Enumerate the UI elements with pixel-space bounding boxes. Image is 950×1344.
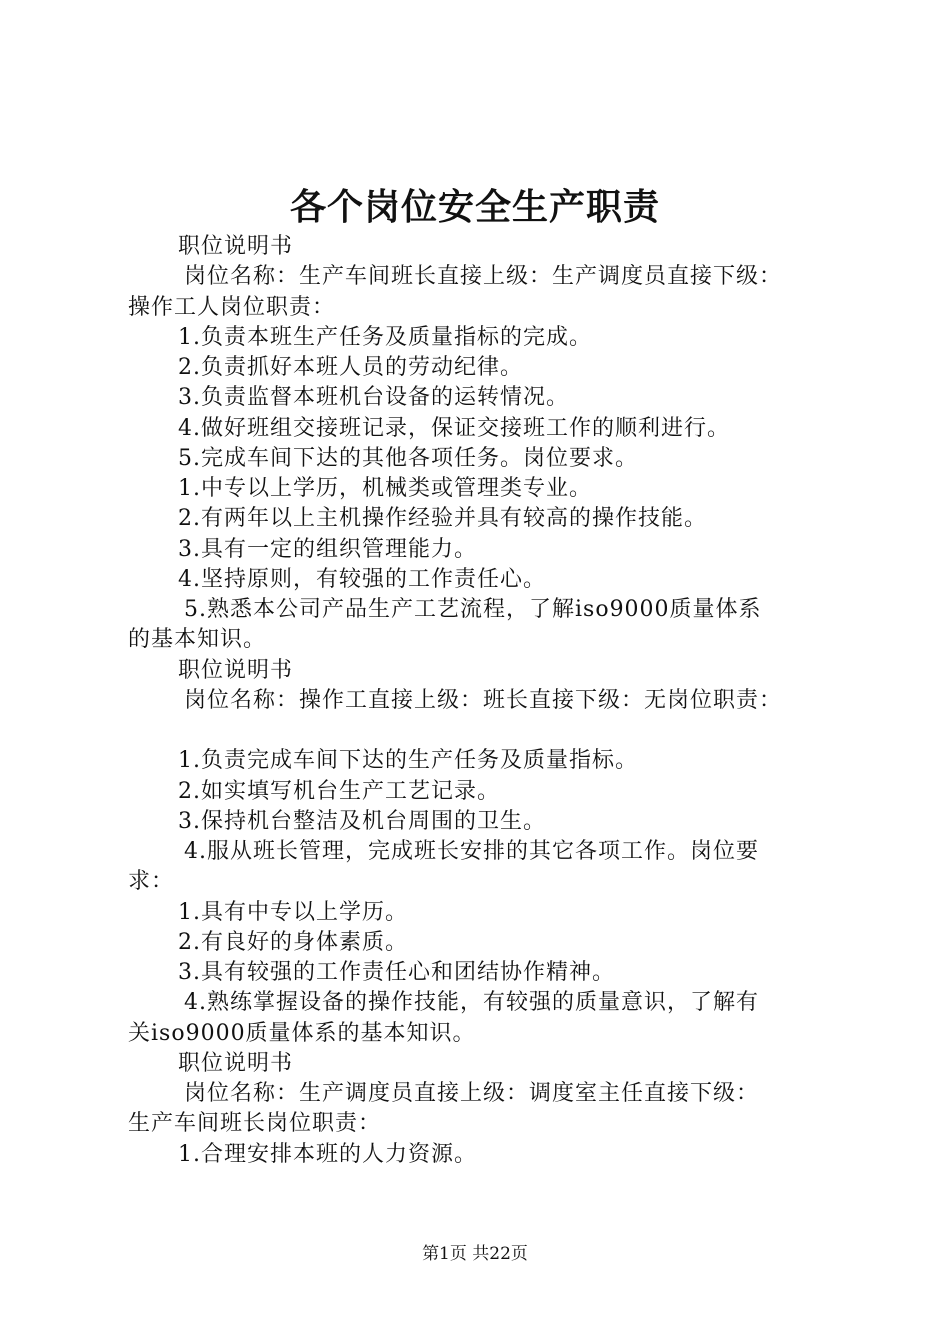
requirement-item: 3.具有较强的工作责任心和团结协作精神。: [178, 960, 615, 985]
requirement-item: 4.熟练掌握设备的操作技能，有较强的质量意识，了解有: [184, 990, 759, 1016]
requirement-item: 4.坚持原则，有较强的工作责任心。: [178, 566, 546, 592]
requirement-item: 1.具有中专以上学历。: [178, 899, 408, 925]
position-info-line-continued: 生产车间班长岗位职责：: [128, 1111, 382, 1137]
duty-item: 3.负责监督本班机台设备的运转情况。: [178, 385, 569, 411]
duty-item: 1.负责完成车间下达的生产任务及质量指标。: [178, 748, 638, 774]
duty-item: 2.负责抓好本班人员的劳动纪律。: [178, 355, 523, 380]
section-heading: 职位说明书: [178, 657, 294, 683]
requirement-item-continued: 关iso9000质量体系的基本知识。: [128, 1020, 476, 1046]
duty-item: 2.如实填写机台生产工艺记录。: [178, 778, 500, 804]
requirement-item-continued: 的基本知识。: [128, 627, 267, 653]
requirement-item: 3.具有一定的组织管理能力。: [178, 536, 477, 562]
position-info-line: 岗位名称：操作工直接上级：班长直接下级：无岗位职责：: [184, 687, 783, 713]
document-title: 各个岗位安全生产职责: [289, 186, 660, 228]
duty-item: 3.保持机台整洁及机台周围的卫生。: [178, 808, 546, 834]
position-info-line: 岗位名称：生产调度员直接上级：调度室主任直接下级：: [184, 1081, 760, 1106]
blank-line: [128, 716, 840, 746]
position-info-line-continued: 操作工人岗位职责：: [128, 294, 336, 320]
duty-item: 5.完成车间下达的其他各项任务。岗位要求。: [178, 445, 638, 471]
section-heading: 职位说明书: [178, 1050, 294, 1076]
section-heading: 职位说明书: [178, 234, 294, 259]
requirement-item: 5.熟悉本公司产品生产工艺流程，了解iso9000质量体系: [184, 597, 762, 622]
page-footer: 第1页 共22页: [422, 1244, 528, 1264]
requirement-item: 2.有良好的身体素质。: [178, 929, 408, 955]
duty-item-continued: 求：: [128, 869, 175, 895]
duty-item: 1.负责本班生产任务及质量指标的完成。: [178, 324, 592, 350]
duty-item: 4.做好班组交接班记录，保证交接班工作的顺利进行。: [178, 415, 730, 441]
position-info-line: 岗位名称：生产车间班长直接上级：生产调度员直接下级：: [184, 264, 783, 290]
duty-item: 1.合理安排本班的人力资源。: [178, 1141, 477, 1167]
document-body: [128, 232, 840, 1170]
requirement-item: 2.有两年以上主机操作经验并具有较高的操作技能。: [178, 506, 707, 532]
requirement-item: 1.中专以上学历，机械类或管理类专业。: [178, 476, 592, 501]
duty-item: 4.服从班长管理，完成班长安排的其它各项工作。岗位要: [184, 839, 759, 864]
